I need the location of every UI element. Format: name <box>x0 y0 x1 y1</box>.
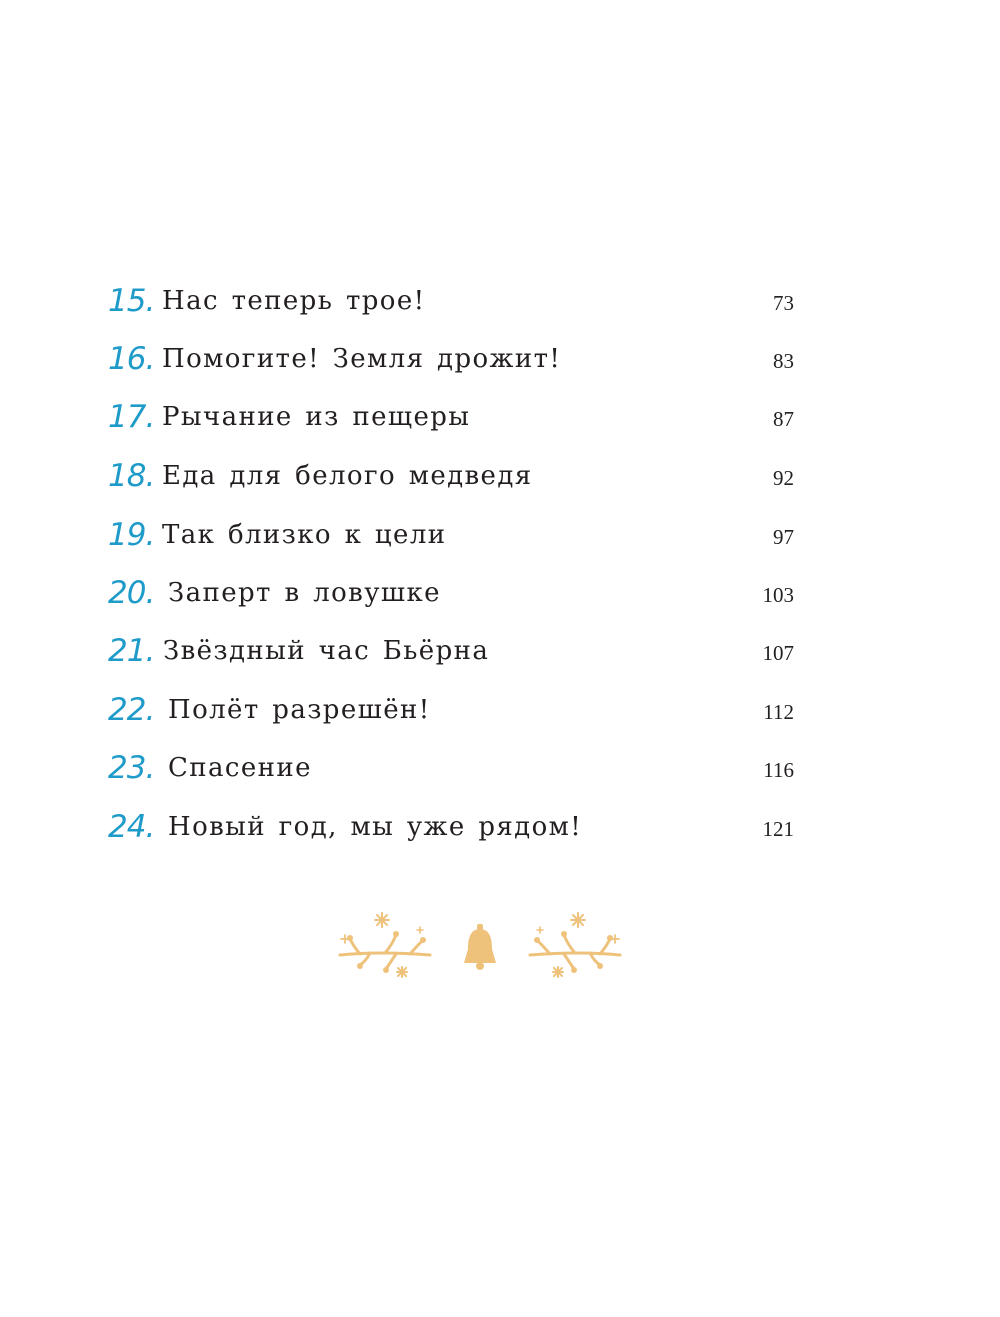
chapter-title: Еда для белого медведя <box>162 461 533 491</box>
chapter-number: 15. <box>108 283 155 319</box>
toc-entry[interactable] <box>0 807 1000 865</box>
toc-entry[interactable] <box>0 631 1000 689</box>
chapter-number: 18. <box>108 458 155 494</box>
toc-entry[interactable] <box>0 748 1000 806</box>
chapter-number: 23. <box>108 750 155 786</box>
page-number: 87 <box>773 407 794 431</box>
toc-entry[interactable] <box>0 573 1000 631</box>
page-number: 121 <box>762 817 794 841</box>
chapter-title: Нас теперь трое! <box>162 286 426 316</box>
chapter-title: Спасение <box>168 753 312 783</box>
toc-entry[interactable] <box>0 456 1000 514</box>
chapter-number: 24. <box>108 809 155 845</box>
chapter-title: Полёт разрешён! <box>168 695 431 725</box>
chapter-title: Звёздный час Бьёрна <box>163 636 490 666</box>
bell-icon <box>464 924 496 970</box>
toc-entry[interactable] <box>0 690 1000 748</box>
page-number: 103 <box>762 583 794 607</box>
chapter-number: 21. <box>108 633 155 669</box>
chapter-title: Так близко к цели <box>162 520 447 550</box>
chapter-title: Помогите! Земля дрожит! <box>162 344 562 374</box>
branch-icon <box>340 913 430 977</box>
decorative-ornament <box>330 905 630 985</box>
page-number: 97 <box>773 525 794 549</box>
toc-entry[interactable] <box>0 339 1000 397</box>
page-number: 83 <box>773 349 794 373</box>
page-number: 112 <box>763 700 794 724</box>
chapter-title: Новый год, мы уже рядом! <box>168 812 583 842</box>
chapter-number: 16. <box>108 341 155 377</box>
page-number: 107 <box>762 641 794 665</box>
chapter-title: Заперт в ловушке <box>168 578 441 608</box>
chapter-number: 20. <box>108 575 155 611</box>
toc-entry[interactable] <box>0 281 1000 339</box>
chapter-title: Рычание из пещеры <box>162 402 471 432</box>
page-number: 116 <box>763 758 794 782</box>
chapter-number: 19. <box>108 517 155 553</box>
chapter-number: 22. <box>108 692 155 728</box>
page-number: 73 <box>773 291 794 315</box>
toc-entry[interactable] <box>0 515 1000 573</box>
branch-icon <box>530 913 620 977</box>
chapter-number: 17. <box>108 399 155 435</box>
page-number: 92 <box>773 466 794 490</box>
toc-entry[interactable] <box>0 397 1000 455</box>
